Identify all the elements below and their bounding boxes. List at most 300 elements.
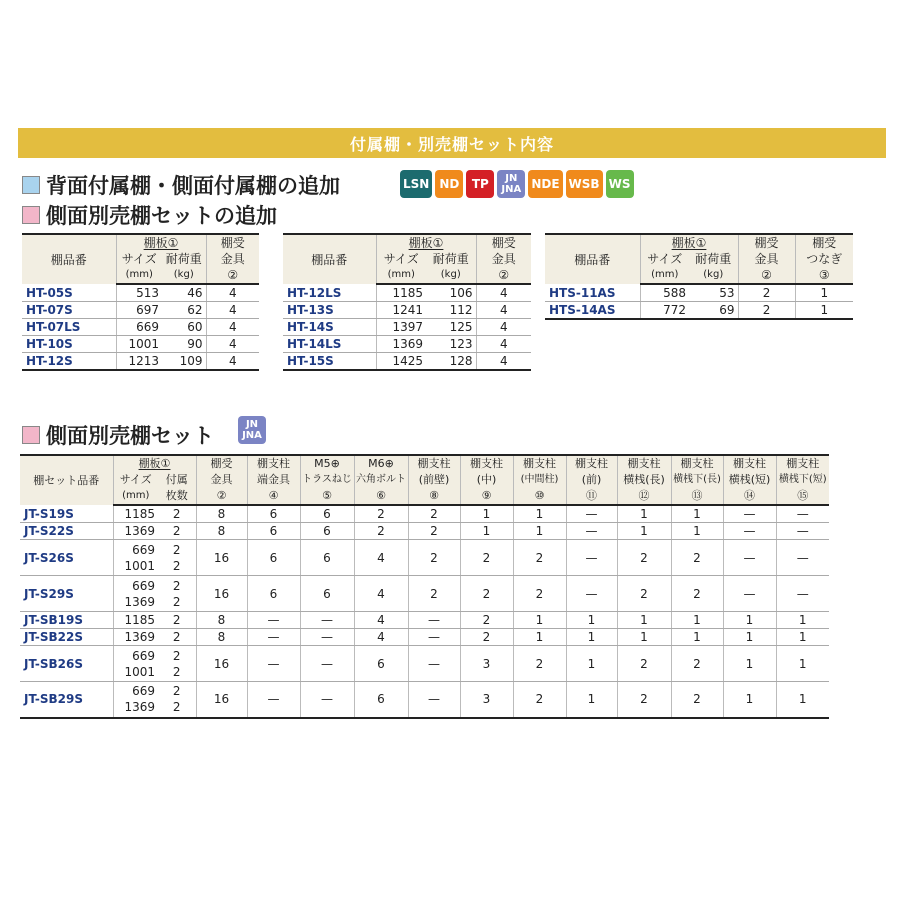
bracket-count: 4 <box>476 336 531 353</box>
bracket-count: 4 <box>476 302 531 319</box>
rail-lower-long-count: 2 <box>671 540 723 576</box>
shelf-qty <box>158 576 196 612</box>
part-number: HT-14LS <box>283 336 376 353</box>
shelf-size-value: 1001 <box>124 558 155 573</box>
bracket-count: 2 <box>738 284 795 302</box>
bracket-header: 棚受 <box>476 234 531 251</box>
part-number: HT-10S <box>22 336 116 353</box>
blue-square-icon <box>22 176 40 194</box>
rail-short-count: 1 <box>723 629 776 646</box>
part-number: HT-07LS <box>22 319 116 336</box>
shelf-size-value: 669 <box>132 684 155 699</box>
size-unit: (mm) <box>376 267 426 284</box>
shelf-qty-value: 2 <box>172 648 181 663</box>
post-front-count: — <box>566 540 617 576</box>
series-badge-tp <box>466 170 494 198</box>
size-header: サイズ <box>640 251 689 267</box>
shelf-table-1 <box>22 233 259 371</box>
shelf-size-value: 1369 <box>124 594 155 609</box>
badge-label-2: JNA <box>501 184 522 195</box>
joint-header-2: つなぎ <box>795 251 853 267</box>
table-row <box>20 612 829 629</box>
post-middle-count: 3 <box>460 682 513 718</box>
bracket-count: 4 <box>206 284 259 302</box>
series-badge-jn <box>238 416 266 444</box>
c13-no: ⑬ <box>671 488 723 505</box>
c2-header: 棚受 <box>196 455 247 472</box>
series-badge-nd <box>435 170 463 198</box>
shelf-load: 62 <box>162 302 206 319</box>
shelf-qty <box>158 629 196 646</box>
shelf-size <box>113 629 158 646</box>
c11-no: ⑪ <box>566 488 617 505</box>
c9-header: 棚支柱 <box>460 455 513 472</box>
size-header: サイズ <box>113 472 158 488</box>
shelf-size-value: 1185 <box>124 507 155 521</box>
part-number: HT-05S <box>22 284 116 302</box>
shelf-size: 772 <box>640 302 689 320</box>
shelf-size: 697 <box>116 302 162 319</box>
shelf-qty-value: 2 <box>172 700 181 715</box>
rail-short-count: — <box>723 523 776 540</box>
shelf-size <box>113 682 158 718</box>
c8-header-2: (前壁) <box>408 472 460 488</box>
bracket-header-2: 金具 <box>476 251 531 267</box>
rail-lower-long-count: 1 <box>671 523 723 540</box>
rail-long-count: 2 <box>617 682 671 718</box>
bracket-count: 16 <box>196 540 247 576</box>
c10-no: ⑩ <box>513 488 566 505</box>
end-fitting-count: 6 <box>247 523 300 540</box>
size-unit: (mm) <box>116 267 162 284</box>
shelf-size: 513 <box>116 284 162 302</box>
bracket-count: 8 <box>196 612 247 629</box>
shelf-load: 69 <box>689 302 738 320</box>
c9-header-2: (中) <box>460 472 513 488</box>
rail-lower-short-count: 1 <box>776 629 829 646</box>
end-fitting-count: — <box>247 612 300 629</box>
post-front-wall-count: — <box>408 629 460 646</box>
bracket-count: 4 <box>206 336 259 353</box>
m6-bolt-count: 4 <box>354 629 408 646</box>
rail-short-count: — <box>723 540 776 576</box>
rail-lower-short-count: 1 <box>776 612 829 629</box>
m6-bolt-count: 4 <box>354 540 408 576</box>
bracket-count: 4 <box>476 284 531 302</box>
m5-screw-count: — <box>300 682 354 718</box>
shelf-size: 1369 <box>376 336 426 353</box>
shelf-size <box>113 612 158 629</box>
set-part-number: JT-SB29S <box>20 682 113 718</box>
bracket-count: 8 <box>196 505 247 523</box>
m5-screw-count: 6 <box>300 576 354 612</box>
post-middle-count: 2 <box>460 629 513 646</box>
shelf-load: 60 <box>162 319 206 336</box>
rail-long-count: 1 <box>617 523 671 540</box>
c2-header-2: 金具 <box>196 472 247 488</box>
shelf-size: 1397 <box>376 319 426 336</box>
c15-header: 棚支柱 <box>776 455 829 472</box>
side-shelf-set-table <box>20 454 829 719</box>
shelf-size: 1425 <box>376 353 426 371</box>
size-unit: (mm) <box>113 488 158 505</box>
table-row <box>20 523 829 540</box>
shelf-load: 112 <box>426 302 476 319</box>
shelf-qty-value: 2 <box>172 542 181 557</box>
bracket-count: 4 <box>206 353 259 371</box>
table-row <box>22 353 259 371</box>
rail-short-count: 1 <box>723 646 776 682</box>
table-row <box>283 319 531 336</box>
post-intermediate-count: 2 <box>513 540 566 576</box>
series-badge-jn <box>497 170 525 198</box>
post-middle-count: 2 <box>460 576 513 612</box>
post-front-count: — <box>566 576 617 612</box>
joint-count: 1 <box>795 284 853 302</box>
shelf-load: 109 <box>162 353 206 371</box>
table-row <box>20 629 829 646</box>
heading-back-side-shelf <box>22 170 340 200</box>
table-row <box>20 576 829 612</box>
part-number: HT-13S <box>283 302 376 319</box>
rail-lower-short-count: 1 <box>776 682 829 718</box>
c14-header-2: 横桟(短) <box>723 472 776 488</box>
shelf-qty <box>158 612 196 629</box>
table-row <box>283 302 531 319</box>
badge-label: JN <box>505 173 518 184</box>
c8-no: ⑧ <box>408 488 460 505</box>
table-row <box>545 284 853 302</box>
shelf-size: 1001 <box>116 336 162 353</box>
m6-bolt-count: 4 <box>354 576 408 612</box>
rail-lower-long-count: 2 <box>671 646 723 682</box>
set-part-number: JT-SB26S <box>20 646 113 682</box>
c13-header: 棚支柱 <box>671 455 723 472</box>
rail-long-count: 2 <box>617 646 671 682</box>
shelf-qty-value: 2 <box>172 594 181 609</box>
rail-lower-long-count: 2 <box>671 682 723 718</box>
bracket-no: ② <box>206 267 259 284</box>
part-number: HT-12S <box>22 353 116 371</box>
post-front-count: — <box>566 505 617 523</box>
shelf-qty-value: 2 <box>172 664 181 679</box>
set-part-number: JT-SB19S <box>20 612 113 629</box>
size-header: サイズ <box>376 251 426 267</box>
c4-no: ④ <box>247 488 300 505</box>
m5-screw-count: 6 <box>300 540 354 576</box>
shelf-header: 棚板① <box>116 234 206 251</box>
post-intermediate-count: 1 <box>513 505 566 523</box>
rail-lower-long-count: 1 <box>671 612 723 629</box>
heading-text: 側面別売棚セット <box>46 424 214 448</box>
table-row <box>22 284 259 302</box>
pink-square-icon <box>22 426 40 444</box>
bracket-no: ② <box>738 267 795 284</box>
table-row <box>20 682 829 718</box>
shelf-qty <box>158 505 196 523</box>
table-row <box>22 336 259 353</box>
shelf-qty-value: 2 <box>172 507 181 521</box>
end-fitting-count: 6 <box>247 540 300 576</box>
badge-label: LSN <box>403 177 430 191</box>
shelf-load: 128 <box>426 353 476 371</box>
shelf-size-value: 669 <box>132 578 155 593</box>
badge-label: ND <box>439 177 460 191</box>
rail-short-count: 1 <box>723 682 776 718</box>
m6-bolt-count: 2 <box>354 505 408 523</box>
shelf-qty-value: 2 <box>172 684 181 699</box>
rail-lower-long-count: 1 <box>671 505 723 523</box>
shelf-size <box>113 505 158 523</box>
shelf-qty <box>158 540 196 576</box>
post-front-count: 1 <box>566 612 617 629</box>
part-no-header: 棚品番 <box>283 234 376 284</box>
series-badge-nde <box>528 170 562 198</box>
c12-header: 棚支柱 <box>617 455 671 472</box>
table-row <box>283 336 531 353</box>
shelf-size-value: 1369 <box>124 700 155 715</box>
table-row <box>22 319 259 336</box>
c11-header-2: (前) <box>566 472 617 488</box>
part-number: HT-07S <box>22 302 116 319</box>
rail-long-count: 1 <box>617 505 671 523</box>
table-row <box>22 302 259 319</box>
c4-header: 棚支柱 <box>247 455 300 472</box>
c10-header-2: (中間柱) <box>513 472 566 488</box>
set-pn-header: 棚セット品番 <box>20 455 113 505</box>
c6-header-2: 六角ボルト <box>354 472 408 488</box>
rail-lower-short-count: — <box>776 523 829 540</box>
c12-no: ⑫ <box>617 488 671 505</box>
post-front-count: 1 <box>566 629 617 646</box>
shelf-qty-value: 2 <box>172 524 181 538</box>
load-header: 耐荷重 <box>162 251 206 267</box>
shelf-qty-value: 2 <box>172 578 181 593</box>
series-badge-wsb <box>566 170 603 198</box>
c8-header: 棚支柱 <box>408 455 460 472</box>
bracket-count: 4 <box>206 302 259 319</box>
c15-no: ⑮ <box>776 488 829 505</box>
shelf-size <box>113 576 158 612</box>
bracket-count: 4 <box>206 319 259 336</box>
shelf-header: 棚板① <box>640 234 738 251</box>
shelf-size: 1185 <box>376 284 426 302</box>
badge-label: TP <box>471 177 489 191</box>
jn-jna-badge <box>238 416 266 444</box>
shelf-size-value: 1369 <box>124 524 155 538</box>
load-unit: (kg) <box>426 267 476 284</box>
rail-lower-long-count: 2 <box>671 576 723 612</box>
c9-no: ⑨ <box>460 488 513 505</box>
c15-header-2: 横桟下(短) <box>776 472 829 488</box>
table-row <box>20 505 829 523</box>
post-intermediate-count: 1 <box>513 523 566 540</box>
shelf-table-2 <box>283 233 531 371</box>
bracket-no: ② <box>476 267 531 284</box>
shelf-qty <box>158 646 196 682</box>
badge-label: JN <box>245 419 259 430</box>
m5-screw-count: — <box>300 612 354 629</box>
shelf-header: 棚板① <box>113 455 196 472</box>
shelf-size-value: 1369 <box>124 630 155 644</box>
c6-no: ⑥ <box>354 488 408 505</box>
end-fitting-count: — <box>247 629 300 646</box>
m6-bolt-count: 6 <box>354 646 408 682</box>
shelf-size: 1213 <box>116 353 162 371</box>
post-front-wall-count: — <box>408 646 460 682</box>
shelf-load: 123 <box>426 336 476 353</box>
heading-text: 背面付属棚・側面付属棚の追加 <box>46 174 340 198</box>
post-middle-count: 1 <box>460 505 513 523</box>
rail-short-count: — <box>723 505 776 523</box>
part-number: HTS-14AS <box>545 302 640 320</box>
bracket-header-2: 金具 <box>206 251 259 267</box>
part-number: HT-15S <box>283 353 376 371</box>
bracket-count: 4 <box>476 353 531 371</box>
post-middle-count: 3 <box>460 646 513 682</box>
post-middle-count: 1 <box>460 523 513 540</box>
c10-header: 棚支柱 <box>513 455 566 472</box>
bracket-count: 8 <box>196 523 247 540</box>
bracket-header: 棚受 <box>738 234 795 251</box>
m5-screw-count: 6 <box>300 523 354 540</box>
shelf-qty-value: 2 <box>172 558 181 573</box>
set-part-number: JT-SB22S <box>20 629 113 646</box>
c14-header: 棚支柱 <box>723 455 776 472</box>
end-fitting-count: — <box>247 646 300 682</box>
shelf-qty <box>158 682 196 718</box>
table-row <box>20 646 829 682</box>
post-intermediate-count: 2 <box>513 576 566 612</box>
rail-lower-short-count: 1 <box>776 646 829 682</box>
end-fitting-count: 6 <box>247 576 300 612</box>
shelf-qty-value: 2 <box>172 630 181 644</box>
part-number: HT-12LS <box>283 284 376 302</box>
bracket-count: 8 <box>196 629 247 646</box>
c5-header: M5⊕ <box>300 455 354 472</box>
shelf-size: 669 <box>116 319 162 336</box>
m6-bolt-count: 6 <box>354 682 408 718</box>
shelf-load: 53 <box>689 284 738 302</box>
rail-long-count: 2 <box>617 576 671 612</box>
shelf-size <box>113 523 158 540</box>
shelf-header: 棚板① <box>376 234 476 251</box>
shelf-load: 125 <box>426 319 476 336</box>
rail-lower-short-count: — <box>776 576 829 612</box>
post-front-count: — <box>566 523 617 540</box>
load-unit: (kg) <box>689 267 738 284</box>
end-fitting-count: 6 <box>247 505 300 523</box>
qty-header: 付属 <box>158 472 196 488</box>
m6-bolt-count: 2 <box>354 523 408 540</box>
shelf-size: 1241 <box>376 302 426 319</box>
part-no-header: 棚品番 <box>545 234 640 284</box>
pink-square-icon <box>22 206 40 224</box>
c4-header-2: 端金具 <box>247 472 300 488</box>
table-row <box>283 353 531 371</box>
m5-screw-count: 6 <box>300 505 354 523</box>
post-front-count: 1 <box>566 682 617 718</box>
shelf-size <box>113 540 158 576</box>
c2-no: ② <box>196 488 247 505</box>
post-front-count: 1 <box>566 646 617 682</box>
heading-text: 側面別売棚セットの追加 <box>46 204 277 228</box>
shelf-load: 90 <box>162 336 206 353</box>
post-front-wall-count: 2 <box>408 576 460 612</box>
bracket-count: 16 <box>196 682 247 718</box>
rail-long-count: 1 <box>617 612 671 629</box>
rail-short-count: 1 <box>723 612 776 629</box>
series-badges <box>400 170 634 198</box>
post-front-wall-count: 2 <box>408 505 460 523</box>
shelf-qty <box>158 523 196 540</box>
post-intermediate-count: 2 <box>513 682 566 718</box>
bracket-count: 16 <box>196 646 247 682</box>
rail-long-count: 2 <box>617 540 671 576</box>
table-row <box>545 302 853 320</box>
joint-header: 棚受 <box>795 234 853 251</box>
load-header: 耐荷重 <box>689 251 738 267</box>
joint-count: 1 <box>795 302 853 320</box>
rail-lower-short-count: — <box>776 505 829 523</box>
size-header: サイズ <box>116 251 162 267</box>
post-front-wall-count: 2 <box>408 540 460 576</box>
rail-lower-long-count: 1 <box>671 629 723 646</box>
set-part-number: JT-S26S <box>20 540 113 576</box>
shelf-size <box>113 646 158 682</box>
post-intermediate-count: 1 <box>513 629 566 646</box>
shelf-size-value: 669 <box>132 648 155 663</box>
section-banner: 付属棚・別売棚セット内容 <box>18 128 886 158</box>
shelf-size-value: 1001 <box>124 664 155 679</box>
post-front-wall-count: 2 <box>408 523 460 540</box>
c11-header: 棚支柱 <box>566 455 617 472</box>
shelf-size-value: 669 <box>132 542 155 557</box>
bracket-count: 2 <box>738 302 795 320</box>
heading-side-shelf-set-add <box>22 200 277 230</box>
c5-header-2: トラスねじ <box>300 472 354 488</box>
set-part-number: JT-S29S <box>20 576 113 612</box>
load-unit: (kg) <box>162 267 206 284</box>
series-badge-ws <box>606 170 634 198</box>
m5-screw-count: — <box>300 629 354 646</box>
size-unit: (mm) <box>640 267 689 284</box>
rail-long-count: 1 <box>617 629 671 646</box>
rail-short-count: — <box>723 576 776 612</box>
c6-header: M6⊕ <box>354 455 408 472</box>
bracket-count: 4 <box>476 319 531 336</box>
post-intermediate-count: 2 <box>513 646 566 682</box>
post-middle-count: 2 <box>460 612 513 629</box>
set-part-number: JT-S22S <box>20 523 113 540</box>
post-front-wall-count: — <box>408 612 460 629</box>
table-row <box>20 540 829 576</box>
rail-lower-short-count: — <box>776 540 829 576</box>
post-middle-count: 2 <box>460 540 513 576</box>
badge-label: NDE <box>531 177 560 191</box>
joint-no: ③ <box>795 267 853 284</box>
c13-header-2: 横桟下(長) <box>671 472 723 488</box>
part-number: HTS-11AS <box>545 284 640 302</box>
shelf-qty-value: 2 <box>172 613 181 627</box>
m6-bolt-count: 4 <box>354 612 408 629</box>
heading-side-shelf-set <box>22 420 214 450</box>
part-number: HT-14S <box>283 319 376 336</box>
c14-no: ⑭ <box>723 488 776 505</box>
shelf-size-value: 1185 <box>124 613 155 627</box>
bracket-count: 16 <box>196 576 247 612</box>
end-fitting-count: — <box>247 682 300 718</box>
